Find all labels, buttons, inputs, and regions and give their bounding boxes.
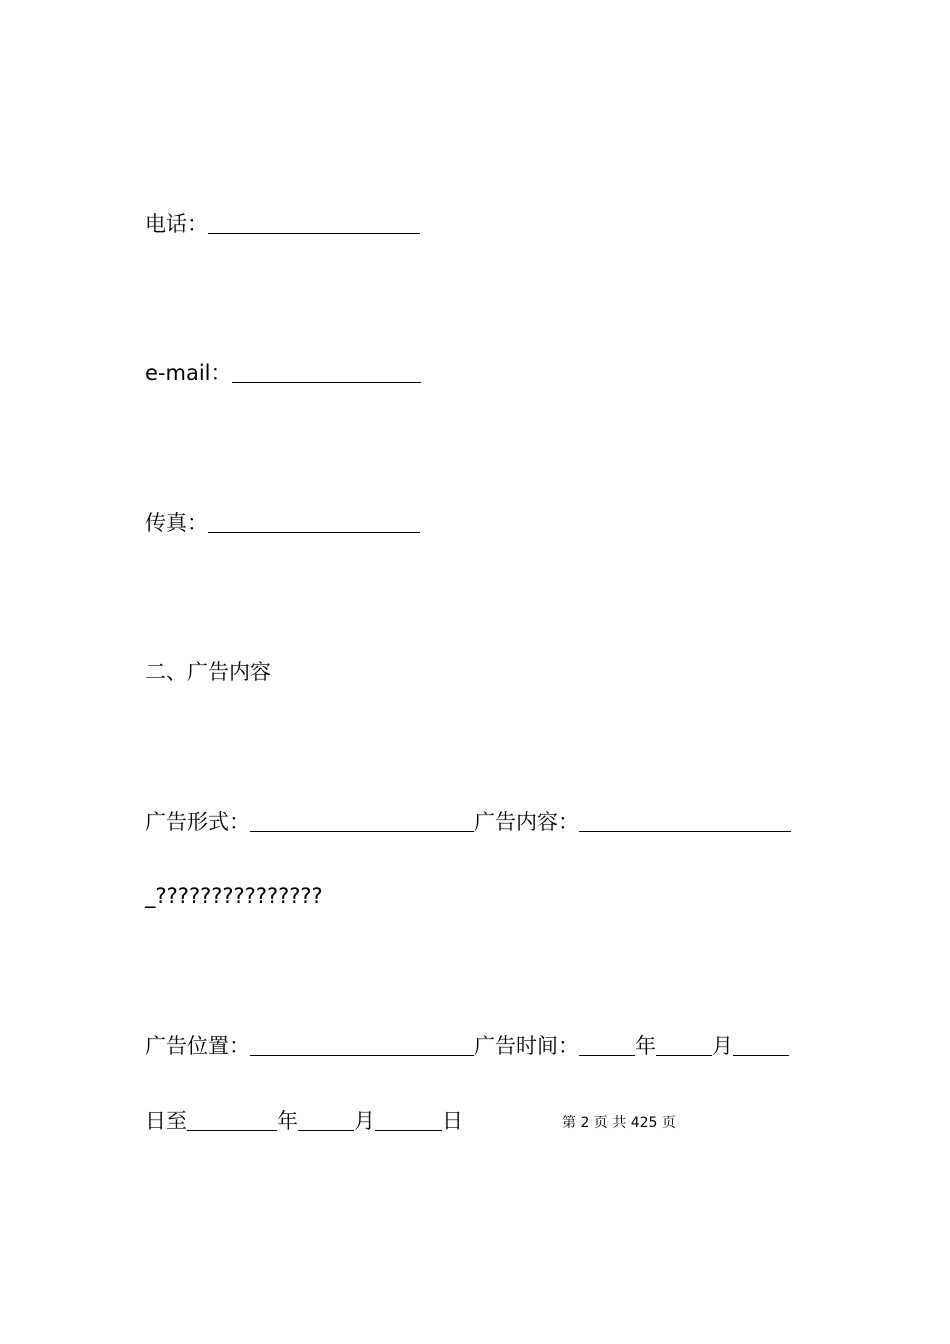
email-blank[interactable]	[232, 362, 421, 383]
to-prefix: 日至	[145, 1109, 187, 1133]
ad-content-continuation: _???????????????	[145, 884, 323, 908]
end-month-unit: 月	[354, 1109, 375, 1133]
email-label: e-mail：	[145, 361, 232, 385]
ad-form-blank[interactable]	[250, 811, 474, 832]
fax-label: 传真：	[145, 511, 208, 535]
ad-end-date-line	[145, 1107, 463, 1135]
ad-time-label: 广告时间：	[474, 1034, 579, 1058]
phone-line	[145, 210, 420, 238]
fax-blank[interactable]	[208, 512, 420, 533]
section-heading: 二、广告内容	[145, 660, 271, 684]
start-month-blank[interactable]	[656, 1035, 712, 1056]
ad-content-blank[interactable]	[579, 811, 791, 832]
end-day-unit: 日	[442, 1109, 463, 1133]
end-month-blank[interactable]	[298, 1110, 354, 1131]
end-year-unit: 年	[277, 1109, 298, 1133]
ad-position-blank[interactable]	[250, 1035, 474, 1056]
phone-label: 电话：	[145, 212, 208, 236]
start-month-unit: 月	[712, 1034, 733, 1058]
phone-blank[interactable]	[208, 213, 420, 234]
ad-form-content-line	[145, 808, 791, 836]
start-year-unit: 年	[635, 1034, 656, 1058]
fax-line	[145, 509, 420, 537]
email-line	[145, 359, 421, 387]
start-day-blank[interactable]	[733, 1035, 789, 1056]
ad-position-label: 广告位置：	[145, 1034, 250, 1058]
ad-content-label: 广告内容：	[474, 810, 579, 834]
ad-position-time-line	[145, 1032, 789, 1060]
page-indicator: 第 2 页 共 425 页	[562, 1115, 676, 1131]
start-year-blank[interactable]	[579, 1035, 635, 1056]
end-day-blank[interactable]	[375, 1110, 442, 1131]
ad-form-label: 广告形式：	[145, 810, 250, 834]
end-year-blank[interactable]	[187, 1110, 277, 1131]
